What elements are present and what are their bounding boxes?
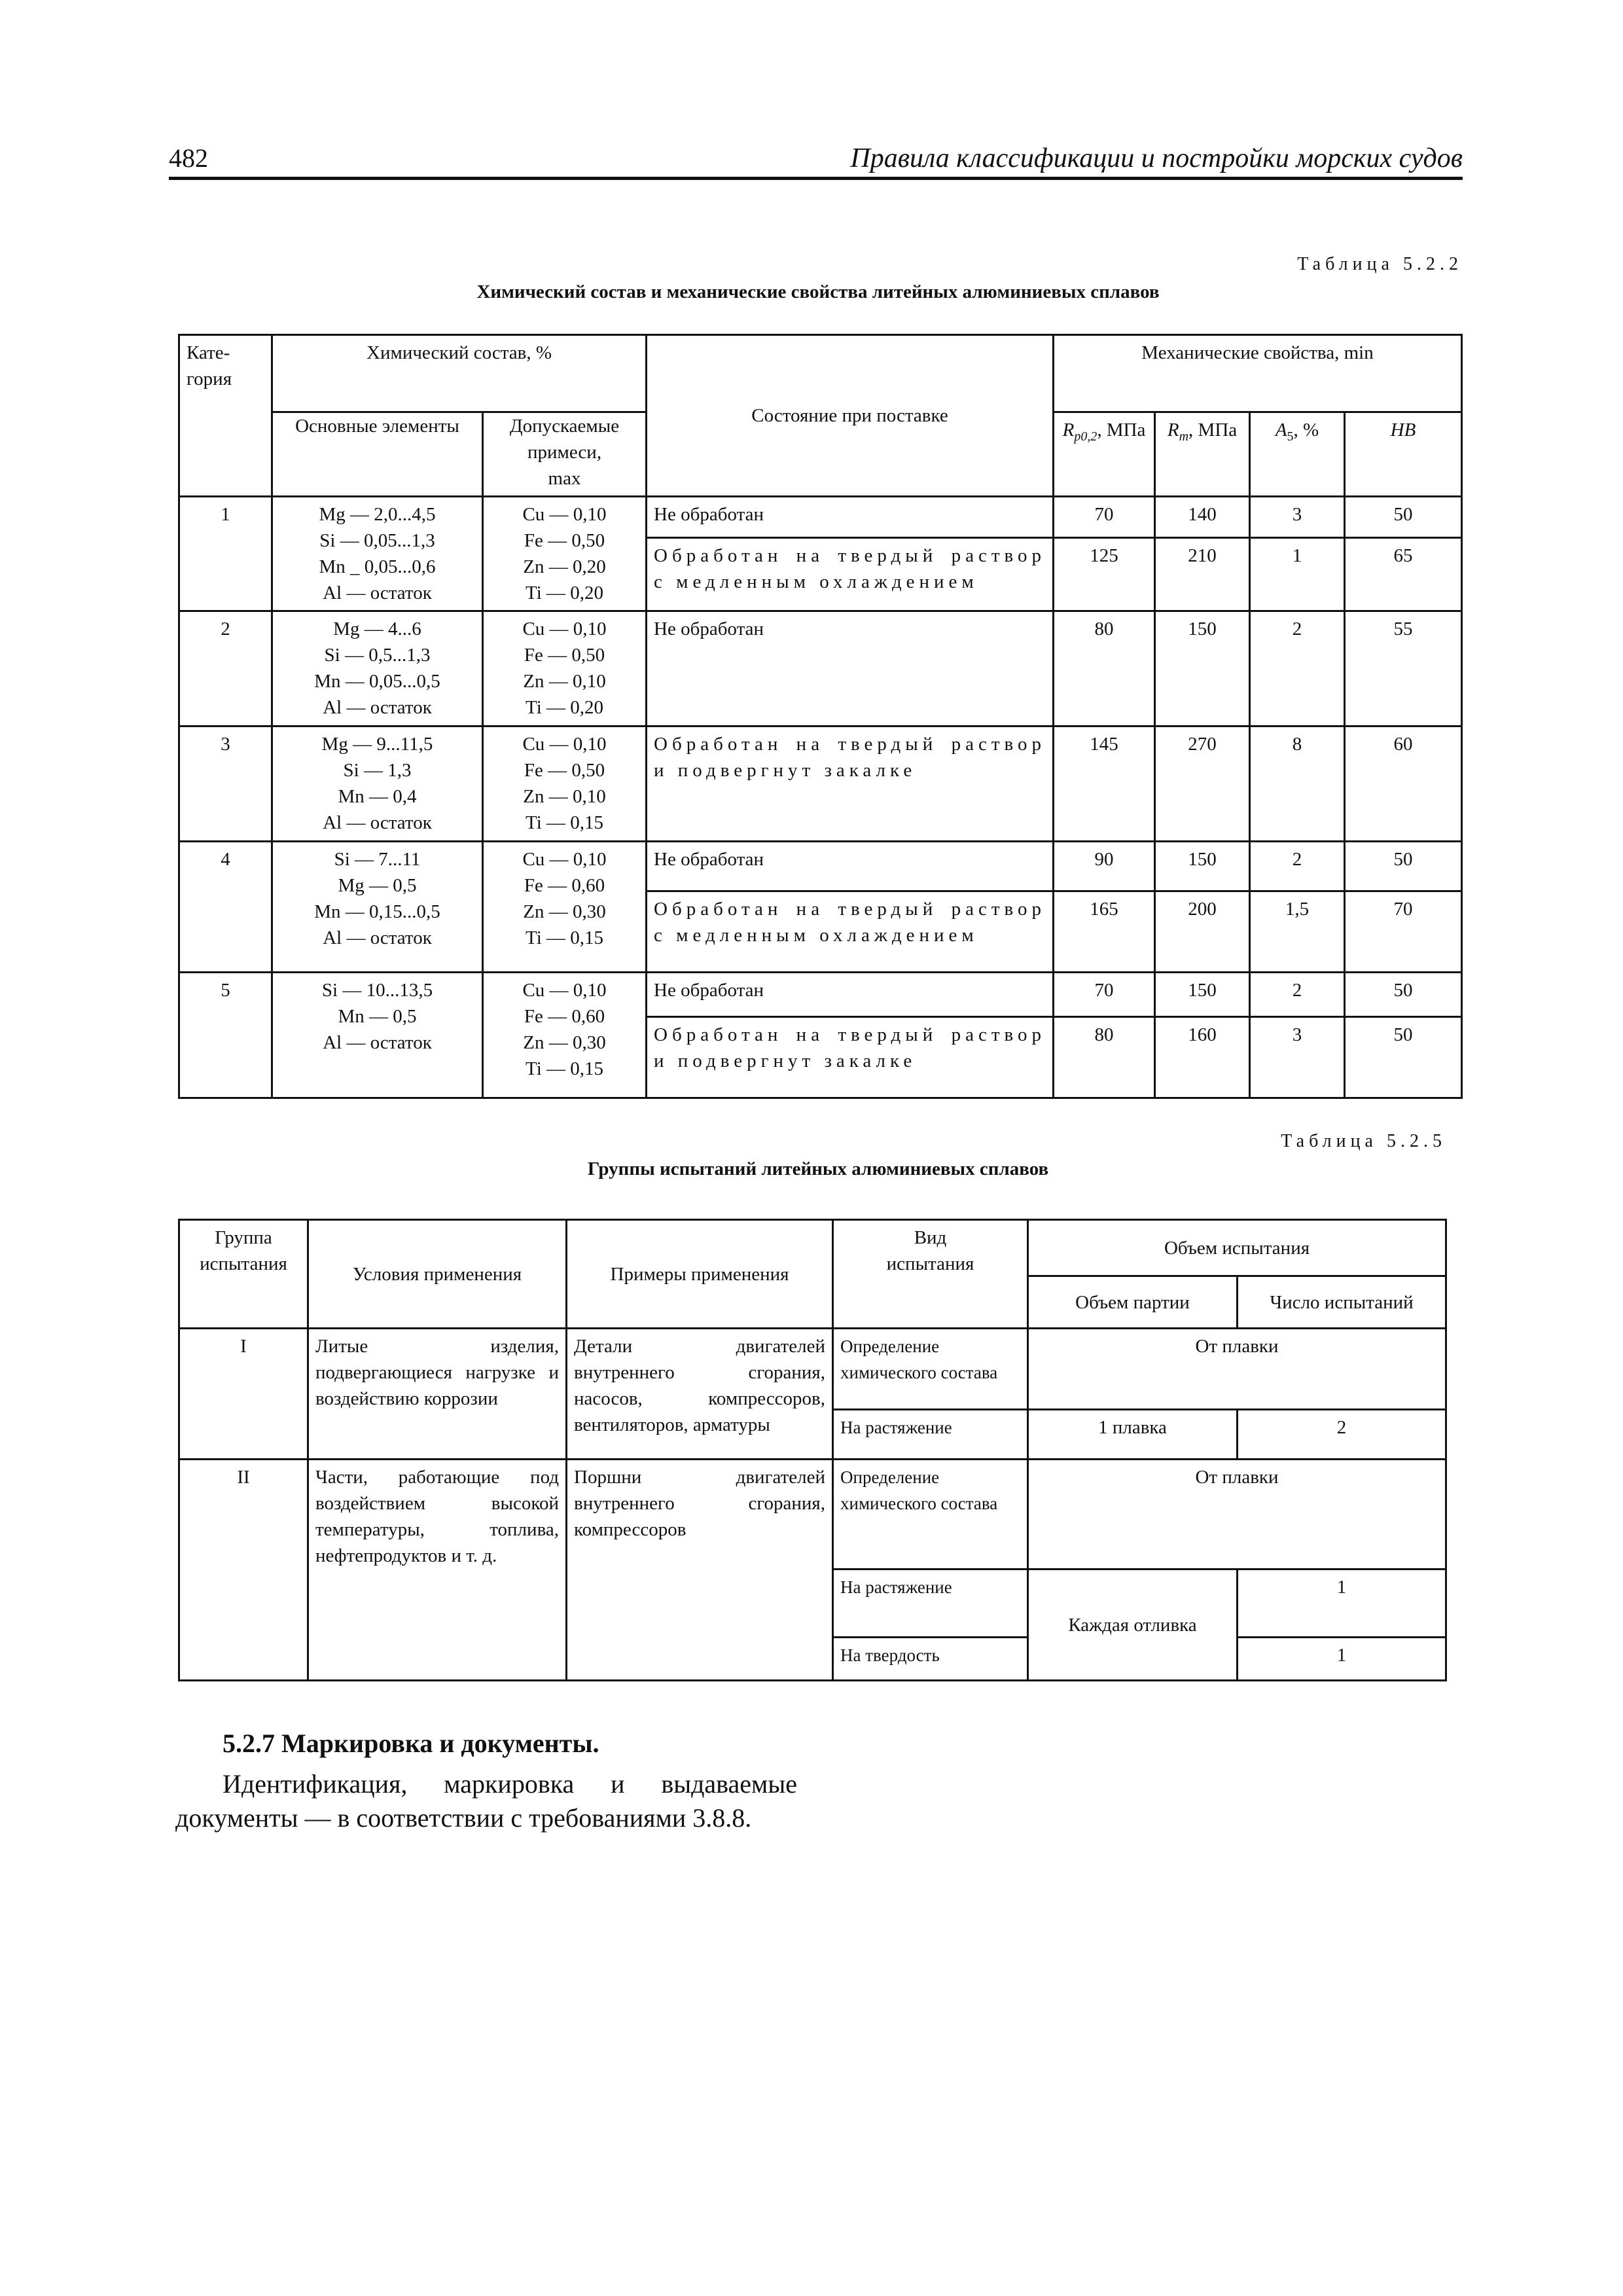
a5-cell: 2 [1250,611,1345,726]
rp-cell: 70 [1054,497,1155,538]
category-cell: 2 [179,611,272,726]
hb-cell: 50 [1345,842,1462,891]
group-number: II [179,1460,308,1681]
header-rp [1054,412,1155,497]
header-batch: Объем партии [1028,1276,1238,1329]
state-cell: Не обработан [647,497,1054,538]
conditions-cell: Литые изделия, подвергающиеся нагрузке и воздействию коррозии [308,1329,567,1460]
header-state: Состояние при поставке [647,335,1054,497]
count-cell: 1 [1238,1638,1446,1681]
impurities-cell: Cu — 0,10 Fe — 0,60 Zn — 0,30 Ti — 0,15 [483,973,647,1098]
header-chem: Химический состав, % [272,335,647,412]
rp-cell: 90 [1054,842,1155,891]
batch-cell: Каждая отливка [1028,1570,1238,1681]
header-hb: HB [1345,412,1462,497]
rm-cell: 200 [1155,891,1250,973]
test-type-cell: На растяжение [833,1570,1028,1638]
rm-unit: , МПа [1188,420,1238,440]
rm-cell: 160 [1155,1017,1250,1098]
main-elements-cell: Si — 10...13,5 Mn — 0,5 Al — остаток [272,973,483,1098]
hb-cell: 50 [1345,497,1462,538]
a5-cell: 8 [1250,726,1345,842]
hb-cell: 65 [1345,537,1462,611]
rp-cell: 125 [1054,537,1155,611]
a5-cell: 1,5 [1250,891,1345,973]
category-cell: 5 [179,973,272,1098]
a-unit: , % [1293,420,1319,440]
main-elements-cell: Si — 7...11 Mg — 0,5 Mn — 0,15...0,5 Al — остаток [272,842,483,973]
rm-subscript: m [1179,429,1189,444]
running-title: Правила классификации и постройки морских судов [850,143,1463,173]
header-count: Число испытаний [1238,1276,1446,1329]
group-number: I [179,1329,308,1460]
a5-cell: 3 [1250,497,1345,538]
test-type-cell: Определение химического состава [833,1460,1028,1570]
main-elements-cell: Mg — 2,0...4,5 Si — 0,05...1,3 Mn _ 0,05...0,6 Al — остаток [272,497,483,611]
volume-cell: От плавки [1028,1329,1446,1410]
batch-cell: 1 плавка [1028,1410,1238,1460]
impurities-cell: Cu — 0,10 Fe — 0,50 Zn — 0,10 Ti — 0,15 [483,726,647,842]
rm-symbol: R [1167,420,1179,440]
section-body: Идентификация, маркировка и выдаваемые документы — в соответствии с требованиями 3.8.8. [175,1769,797,1833]
table-row [179,497,1462,538]
impurities-cell: Cu — 0,10 Fe — 0,50 Zn — 0,10 Ti — 0,20 [483,611,647,726]
a5-cell: 3 [1250,1017,1345,1098]
rp-subscript: p0,2 [1074,429,1097,444]
rm-cell: 270 [1155,726,1250,842]
table-row [179,842,1462,891]
header-conditions: Условия применения [308,1220,567,1329]
rm-cell: 140 [1155,497,1250,538]
header-test-type: Вид испытания [833,1220,1028,1329]
table-row [179,726,1462,842]
count-cell: 1 [1238,1570,1446,1638]
rm-cell: 150 [1155,611,1250,726]
examples-cell: Детали двигателей внутреннего сгорания, насосов, компрессоров, вентиляторов, арматуры [567,1329,833,1460]
hb-cell: 50 [1345,973,1462,1017]
main-elements-cell: Mg — 4...6 Si — 0,5...1,3 Mn — 0,05...0,5 Al — остаток [272,611,483,726]
section-title: 5.2.7 Маркировка и документы. [223,1729,599,1758]
test-type-cell: На твердость [833,1638,1028,1681]
composition-table [178,334,1463,1099]
rp-cell: 80 [1054,611,1155,726]
rm-cell: 150 [1155,973,1250,1017]
hb-cell: 70 [1345,891,1462,973]
category-cell: 1 [179,497,272,611]
table-row [179,973,1462,1017]
table-caption: Таблица 5.2.2 [1297,254,1463,274]
table-title: Группы испытаний литейных алюминиевых сплавов [587,1158,1049,1179]
main-elements-cell: Mg — 9...11,5 Si — 1,3 Mn — 0,4 Al — остаток [272,726,483,842]
page-number: 482 [169,143,208,173]
test-type-cell: На растяжение [833,1410,1028,1460]
rp-symbol: R [1062,420,1075,440]
rm-cell: 150 [1155,842,1250,891]
header-main: Основные элементы [272,412,483,497]
header-rule [169,177,1463,180]
a5-cell: 1 [1250,537,1345,611]
test-groups-table [178,1219,1447,1681]
examples-cell: Поршни двигателей внутреннего сгорания, компрессоров [567,1460,833,1681]
conditions-cell: Части, работающие под воздействием высокой температуры, топлива, нефтепродуктов и т. д. [308,1460,567,1681]
header-examples: Примеры применения [567,1220,833,1329]
state-cell: Не обработан [647,611,1054,726]
rp-cell: 145 [1054,726,1155,842]
state-cell: Не обработан [647,973,1054,1017]
category-cell: 3 [179,726,272,842]
table-title: Химический состав и механические свойства литейных алюминиевых сплавов [476,281,1160,302]
rp-cell: 80 [1054,1017,1155,1098]
state-cell: Не обработан [647,842,1054,891]
rm-cell: 210 [1155,537,1250,611]
a5-cell: 2 [1250,842,1345,891]
header-rm [1155,412,1250,497]
header-a5 [1250,412,1345,497]
impurities-cell: Cu — 0,10 Fe — 0,50 Zn — 0,20 Ti — 0,20 [483,497,647,611]
volume-cell: От плавки [1028,1460,1446,1570]
state-cell: Обработан на твердый раствор и подвергнут закалке [647,726,1054,842]
a5-cell: 2 [1250,973,1345,1017]
impurities-cell: Cu — 0,10 Fe — 0,60 Zn — 0,30 Ti — 0,15 [483,842,647,973]
state-cell: Обработан на твердый раствор и подвергнут закалке [647,1017,1054,1098]
rp-cell: 70 [1054,973,1155,1017]
a-symbol: A [1275,420,1287,440]
header-group: Группа испытания [179,1220,308,1329]
category-cell: 4 [179,842,272,973]
table-caption: Таблица 5.2.5 [1281,1131,1446,1151]
rp-cell: 165 [1054,891,1155,973]
count-cell: 2 [1238,1410,1446,1460]
header-mech: Механические свойства, min [1054,335,1462,412]
header-impurities: Допускаемые примеси, max [483,412,647,497]
header-category: Кате- гория [179,335,272,497]
state-cell: Обработан на твердый раствор с медленным охлаждением [647,537,1054,611]
a-subscript: 5 [1287,429,1294,444]
test-type-cell: Определение химического состава [833,1329,1028,1410]
hb-cell: 50 [1345,1017,1462,1098]
table-row [179,611,1462,726]
state-cell: Обработан на твердый раствор с медленным охлаждением [647,891,1054,973]
header-volume: Объем испытания [1028,1220,1446,1276]
rp-unit: , МПа [1097,420,1146,440]
hb-cell: 60 [1345,726,1462,842]
hb-cell: 55 [1345,611,1462,726]
